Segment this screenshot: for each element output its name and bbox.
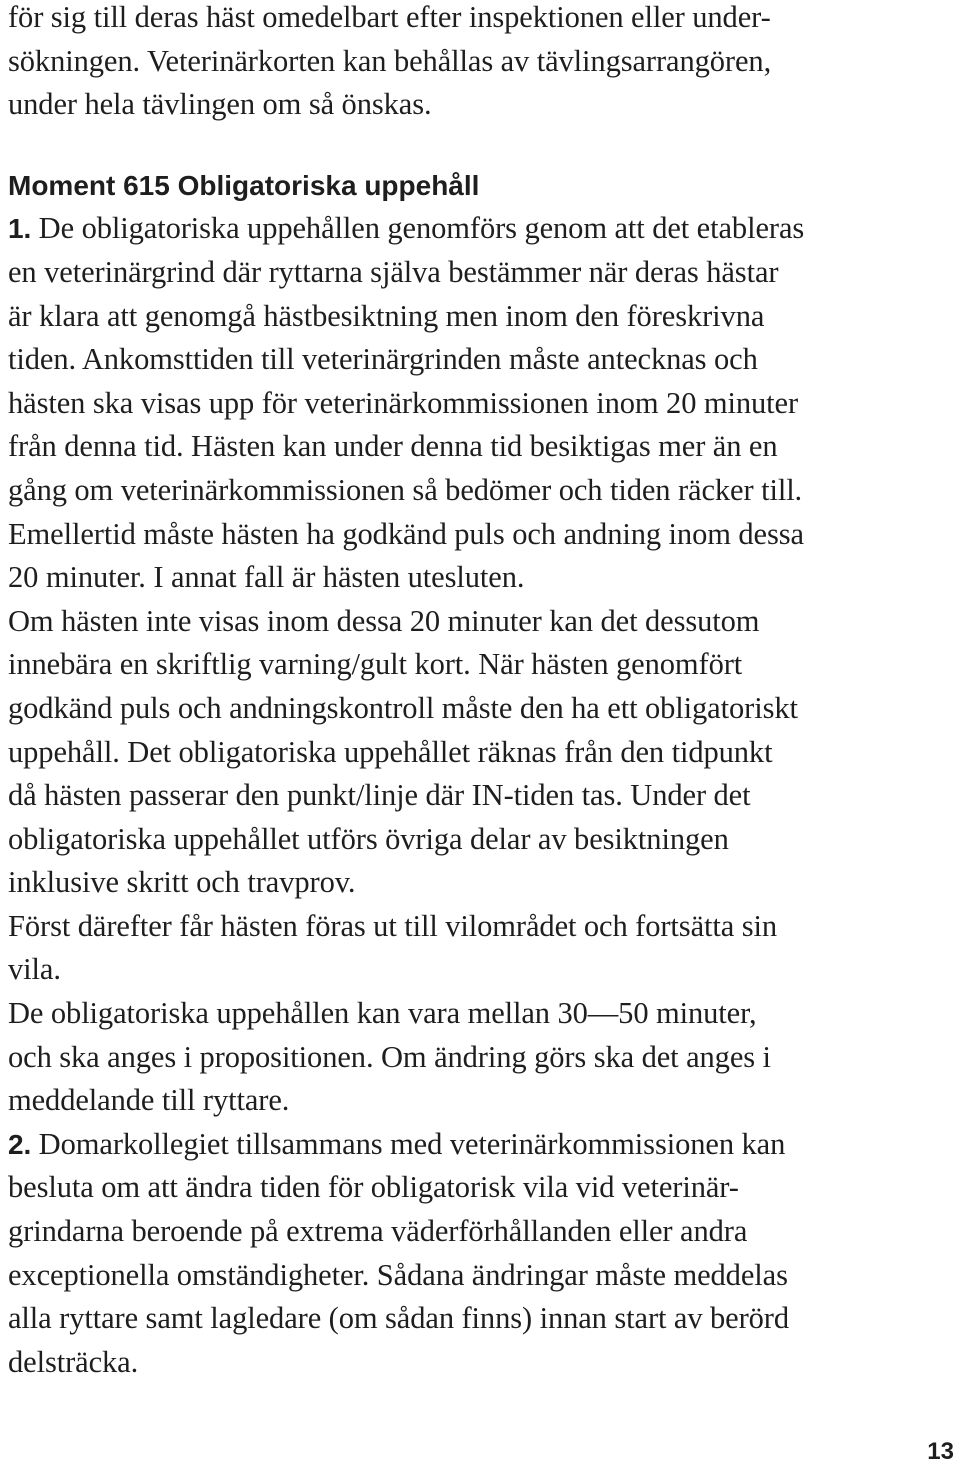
text-line: meddelande till ryttare.: [8, 1083, 290, 1118]
text-line: besluta om att ändra tiden för obligatorisk vila vid veterinär-: [8, 1170, 739, 1205]
text-line: för sig till deras häst omedelbart efter inspektionen eller under-: [8, 0, 771, 34]
item-2-paragraph: [8, 1123, 952, 1385]
text-line: delsträcka.: [8, 1344, 139, 1379]
text-line: Emellertid måste hästen ha godkänd puls och andning inom dessa: [8, 516, 804, 551]
item-1-number: 1.: [8, 213, 32, 245]
intro-paragraph: [8, 0, 952, 127]
item-1-first-line: De obligatoriska uppehållen genomförs genom att det etableras: [31, 211, 805, 246]
text-line: [8, 207, 952, 251]
text-line: vila.: [8, 952, 61, 987]
text-line: godkänd puls och andningskontroll måste den ha ett obligatoriskt: [8, 690, 798, 725]
text-line: De obligatoriska uppehållen kan vara mellan 30—50 minuter,: [8, 996, 757, 1031]
text-line: 20 minuter. I annat fall är hästen utesluten.: [8, 560, 525, 595]
text-line: [8, 1123, 952, 1167]
text-line: uppehåll. Det obligatoriska uppehållet räknas från den tidpunkt: [8, 734, 773, 769]
text-line: från denna tid. Hästen kan under denna tid besiktigas mer än en: [8, 429, 778, 464]
text-line: hästen ska visas upp för veterinärkommissionen inom 20 minuter: [8, 385, 799, 420]
text-line: exceptionella omständigheter. Sådana ändringar måste meddelas: [8, 1257, 788, 1292]
text-line: alla ryttare samt lagledare (om sådan finns) innan start av berörd: [8, 1301, 790, 1336]
text-line: tiden. Ankomsttiden till veterinärgrinden måste antecknas och: [8, 342, 758, 377]
text-line: under hela tävlingen om så önskas.: [8, 87, 432, 122]
text-line: en veterinärgrind där ryttarna själva bestämmer när deras hästar: [8, 254, 779, 289]
text-line: innebära en skriftlig varning/gult kort. När hästen genomfört: [8, 647, 743, 682]
page-number: 13: [927, 1438, 954, 1465]
item-1-paragraph: [8, 207, 952, 1122]
section-heading: Moment 615 Obligatoriska uppehåll: [8, 169, 480, 201]
document-page: [8, 0, 952, 1384]
text-line: obligatoriska uppehållet utförs övriga delar av besiktningen: [8, 821, 729, 856]
text-line: då hästen passerar den punkt/linje där IN-tiden tas. Under det: [8, 778, 751, 813]
text-line: Först därefter får hästen föras ut till vilområdet och fortsätta sin: [8, 908, 778, 943]
text-line: inklusive skritt och travprov.: [8, 865, 356, 900]
text-line: grindarna beroende på extrema väderförhållanden eller andra: [8, 1214, 748, 1249]
text-line: och ska anges i propositionen. Om ändring görs ska det anges i: [8, 1039, 771, 1074]
item-2-first-line: Domarkollegiet tillsammans med veterinärkommissionen kan: [31, 1126, 786, 1161]
text-line: gång om veterinärkommissionen så bedömer och tiden räcker till.: [8, 472, 803, 507]
text-line: sökningen. Veterinärkorten kan behållas av tävlingsarrangören,: [8, 43, 772, 78]
item-2-number: 2.: [8, 1128, 32, 1160]
text-line: Om hästen inte visas inom dessa 20 minuter kan det dessutom: [8, 603, 760, 638]
text-line: är klara att genomgå hästbesiktning men inom den föreskrivna: [8, 298, 765, 333]
